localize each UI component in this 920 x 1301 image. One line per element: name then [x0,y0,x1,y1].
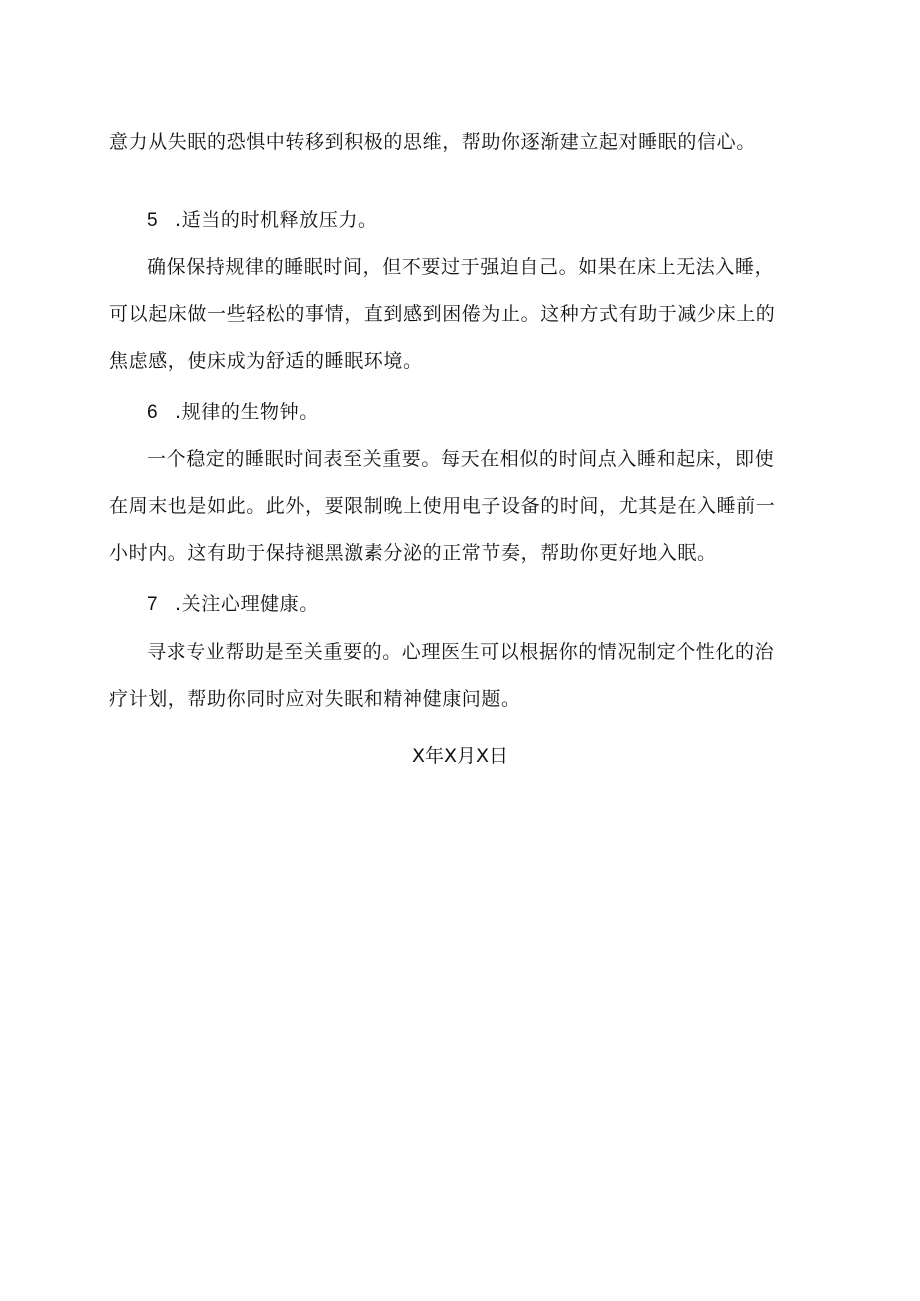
section-number: 5 [147,210,159,231]
section-number: 6 [147,402,159,423]
paragraph-line: 一个稳定的睡眠时间表至关重要。每天在相似的时间点入睡和起床，即使 [147,448,775,470]
section-heading-6 [147,400,319,425]
paragraph-line: 在周末也是如此。此外，要限制晚上使用电子设备的时间，尤其是在入睡前一 [109,495,776,517]
paragraph-line: 确保保持规律的睡眠时间，但不要过于强迫自己。如果在床上无法入睡， [147,256,775,278]
paragraph-line: 焦虑感，使床成为舒适的睡眠环境。 [109,350,423,372]
section-heading-5 [147,208,378,233]
section-title: .规律的生物钟。 [175,401,319,423]
paragraph-line: 寻求专业帮助是至关重要的。心理医生可以根据你的情况制定个性化的治 [147,641,775,663]
paragraph-line: 小时内。这有助于保持褪黑激素分泌的正常节奏，帮助你更好地入眠。 [109,542,717,564]
section-heading-7 [147,592,319,617]
document-date: X年X月X日 [411,745,509,767]
section-title: .关注心理健康。 [175,593,319,615]
section-number: 7 [147,594,159,615]
paragraph-line: 可以起床做一些轻松的事情，直到感到困倦为止。这种方式有助于减少床上的 [109,303,776,325]
section-title: .适当的时机释放压力。 [175,209,378,231]
paragraph-line: 疗计划，帮助你同时应对失眠和精神健康问题。 [109,688,521,710]
paragraph-line: 意力从失眠的恐惧中转移到积极的思维，帮助你逐渐建立起对睡眠的信心。 [109,131,756,153]
